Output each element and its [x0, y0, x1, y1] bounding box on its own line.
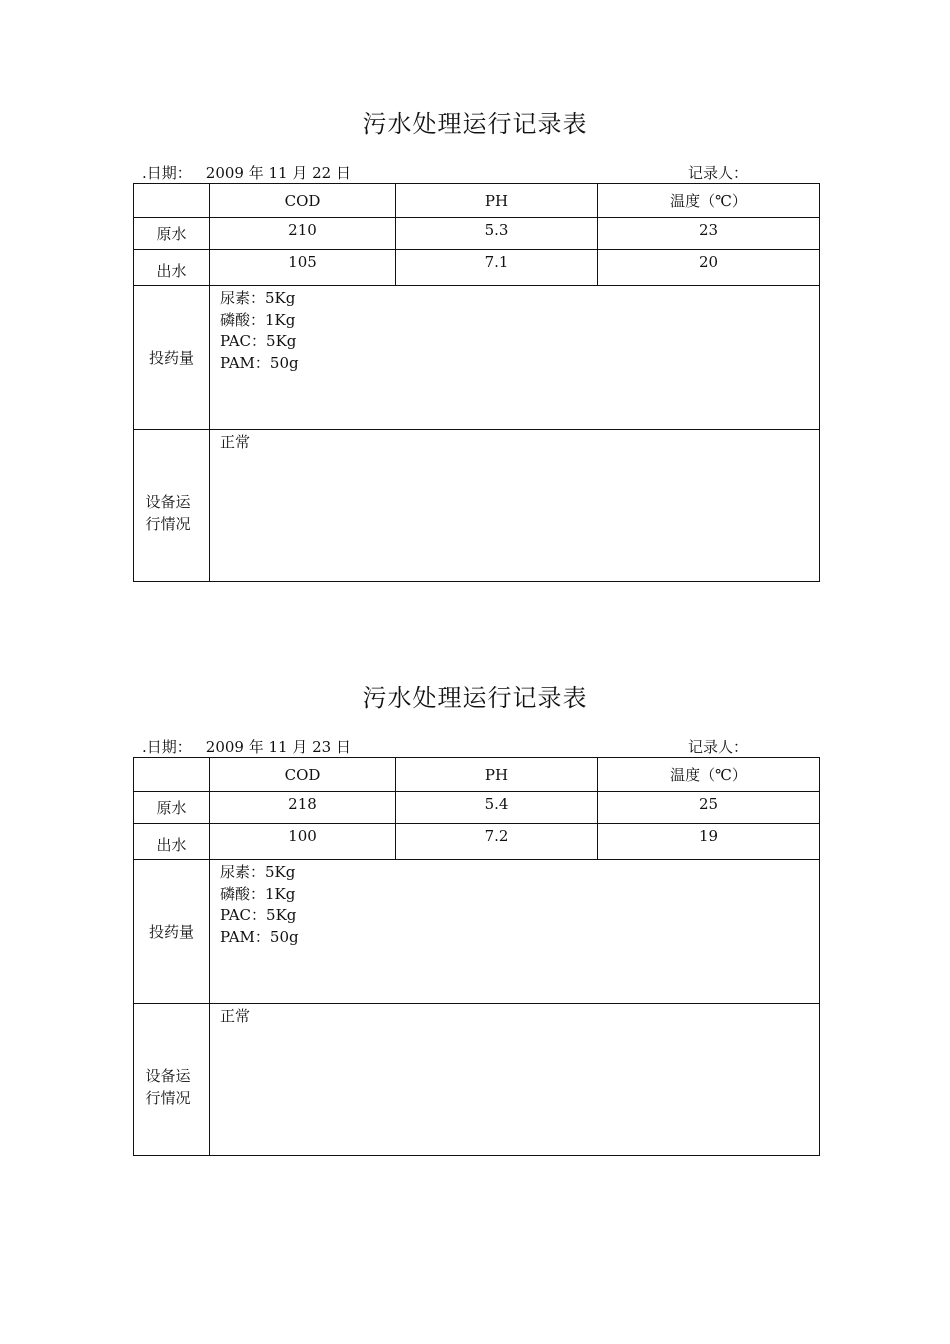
cod-value: 105	[210, 250, 396, 286]
date-line	[142, 163, 351, 183]
equipment-status: 正常	[210, 430, 820, 582]
table-row-effluent	[134, 250, 820, 286]
dosage-item: PAC：5Kg	[220, 906, 297, 924]
equipment-label-line: 设备运	[145, 492, 191, 511]
recorder-label: 记录人：	[688, 738, 749, 756]
table-header-row	[134, 184, 820, 218]
table-row-raw-water	[134, 792, 820, 824]
table-row-effluent	[134, 824, 820, 860]
table-header-row	[134, 758, 820, 792]
ph-value: 7.2	[396, 824, 598, 860]
equipment-label-line: 行情况	[145, 514, 191, 533]
temperature-value: 20	[598, 250, 820, 286]
ph-value: 5.4	[396, 792, 598, 824]
dosage-item: PAC：5Kg	[220, 332, 297, 350]
record-title: 污水处理运行记录表	[362, 110, 588, 138]
dosage-item: 尿素：5Kg	[220, 863, 296, 881]
header-cell-ph: PH	[396, 184, 598, 218]
equipment-status: 正常	[210, 1004, 820, 1156]
row-label: 原水	[134, 792, 210, 824]
temperature-value: 19	[598, 824, 820, 860]
ph-value: 7.1	[396, 250, 598, 286]
equipment-label	[134, 1004, 210, 1156]
header-cell-temperature: 温度（℃）	[598, 184, 820, 218]
dosage-list	[210, 286, 820, 430]
header-cell-cod: COD	[210, 758, 396, 792]
equipment-label	[134, 430, 210, 582]
date-line	[142, 737, 351, 757]
record-table	[133, 757, 820, 1156]
date-label: .日期：	[142, 738, 192, 756]
dosage-label: 投药量	[134, 286, 210, 430]
recorder-label: 记录人：	[688, 164, 749, 182]
cod-value: 210	[210, 218, 396, 250]
dosage-item: 磷酸：1Kg	[220, 310, 296, 329]
ph-value: 5.3	[396, 218, 598, 250]
dosage-item: PAM：50g	[220, 353, 299, 372]
row-label: 出水	[134, 824, 210, 860]
table-row-dosage	[134, 860, 820, 1004]
equipment-label-line: 行情况	[145, 1088, 191, 1107]
record-title: 污水处理运行记录表	[362, 684, 588, 712]
temperature-value: 23	[598, 218, 820, 250]
table-row-dosage	[134, 286, 820, 430]
cod-value: 100	[210, 824, 396, 860]
record-table	[133, 183, 820, 582]
cod-value: 218	[210, 792, 396, 824]
date-label: .日期：	[142, 164, 192, 182]
header-cell-empty	[134, 184, 210, 218]
date-value: 2009 年 11 月 23 日	[205, 738, 351, 756]
date-value: 2009 年 11 月 22 日	[205, 164, 351, 182]
equipment-label-line: 设备运	[145, 1066, 191, 1085]
table-row-raw-water	[134, 218, 820, 250]
header-cell-ph: PH	[396, 758, 598, 792]
header-cell-temperature: 温度（℃）	[598, 758, 820, 792]
dosage-item: PAM：50g	[220, 927, 299, 946]
table-row-equipment	[134, 1004, 820, 1156]
header-cell-empty	[134, 758, 210, 792]
row-label: 出水	[134, 250, 210, 286]
temperature-value: 25	[598, 792, 820, 824]
dosage-item: 尿素：5Kg	[220, 289, 296, 307]
table-row-equipment	[134, 430, 820, 582]
dosage-item: 磷酸：1Kg	[220, 884, 296, 903]
dosage-list	[210, 860, 820, 1004]
row-label: 原水	[134, 218, 210, 250]
dosage-label: 投药量	[134, 860, 210, 1004]
header-cell-cod: COD	[210, 184, 396, 218]
